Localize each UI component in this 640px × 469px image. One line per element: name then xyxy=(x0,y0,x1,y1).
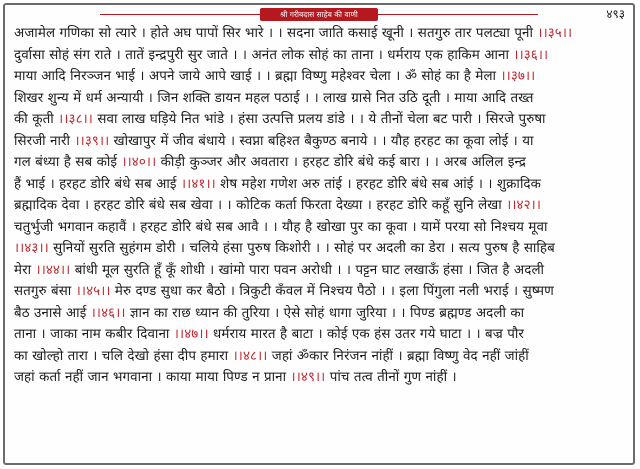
text-line xyxy=(14,174,627,196)
verse-text: खोखापुर में जीव बंधाये । स्वप्ना बहिश्त बैकुण्ठ बनाये । । यौह हरहट का कूवा लोई । या xyxy=(109,133,534,149)
verse-number: ।।३८।। xyxy=(58,112,93,127)
verse-number: ।।३५।। xyxy=(537,26,573,41)
verse-text: चतुर्भुजी भगवान कहावैं । हरहट डोरि बंधे सब आवै । । यौह है खोखा पुर का कूवा । यामें परया सो निश्चय मूवा xyxy=(14,219,548,235)
text-line xyxy=(14,88,627,110)
verse-text: सुनियों सुरति सुहंगम डोरी । चलिये हंसा पुरुष किशोरी । । सोहं पर अदली का डेरा । सत्य पुरुष है साहिब xyxy=(48,241,555,256)
verse-text: मेरा xyxy=(14,262,36,278)
text-line xyxy=(14,367,627,389)
verse-text: हैं भाई । हरहट डोरि बंधे सब आई xyxy=(14,176,181,192)
text-line xyxy=(14,66,627,88)
verse-text: शिखर शुन्य में धर्म अन्यायी । जिन शक्ति डायन महल पठाई । । लाख ग्रासे नित उठि दूती । माया आदि तख्त xyxy=(14,90,534,106)
verse-text: का खोल्हो तारा । चलि देखो हंसा दीप हमारा xyxy=(14,348,233,364)
text-line xyxy=(14,281,627,303)
verse-text: ज्ञान का राछ ध्यान की तुरिया । ऐसे सोहं धागा जुरिया । । पिण्ड ब्रह्मण्ड अदली का xyxy=(125,305,525,321)
verse-text: गल बंध्या है सब कोई xyxy=(14,155,122,170)
verse-text: जहां ॐकार निरंजन नांहीं । ब्रह्मा विष्णु वेद नहीं जांहीं xyxy=(267,348,529,364)
verse-text: सवा लाख घड़िये नित भांडे । हंसा उत्पत्ति प्रलय डांडे । । ये तीनों चेला बट पारी । सिरजे पुरुषा xyxy=(92,112,546,127)
text-line xyxy=(14,131,627,153)
text-line xyxy=(14,303,627,325)
verse-text: सिरजी नारी xyxy=(14,133,75,149)
page-number: ४९३ xyxy=(602,7,625,21)
verse-text: सतगुरु बंसा xyxy=(14,284,76,299)
book-title-badge: श्री गरीबदास साहेब की वाणी xyxy=(260,8,378,21)
verse-text: मेरु दण्ड सुधा कर बैठो । त्रिकुटी कँवल में निश्चय पैठो । । इला पिंगुला नली भराई । सुष्मण xyxy=(110,284,554,299)
verse-text: अजामेल गणिका सो त्यारे । होते अघ पापों सिर भारे । । सदना जाति कसाई खूनी । सतगुरु तार पलट्या पूनी xyxy=(14,26,538,41)
verse-number: ।।३६।। xyxy=(513,47,549,63)
verse-number: ।।३७।। xyxy=(500,69,536,84)
verse-text: पांच तत्व तीनों गुण नांहीं । xyxy=(325,370,457,385)
verse-number: ।।४१।। xyxy=(180,176,216,192)
verse-number: ।।४८।। xyxy=(232,348,268,364)
verse-number: ।।४४।। xyxy=(35,262,71,278)
verse-text-body xyxy=(14,23,627,389)
verse-text: शेष महेश गणेश अरु तांई । हरहट डोरि बंधे सब आंई । । शुक्रादिक xyxy=(215,176,542,192)
page-header xyxy=(7,7,631,22)
verse-number: ।।४२।। xyxy=(506,198,542,213)
text-line xyxy=(14,195,627,217)
verse-number: ।।४९।। xyxy=(290,370,326,385)
text-line xyxy=(14,23,627,45)
verse-number: ।।३९।। xyxy=(74,133,110,149)
verse-text: की कूती xyxy=(14,112,59,127)
verse-text: धर्मराय मारत है बाटा । कोई एक हंस उतर गये घाटा । । बज्र पौर xyxy=(208,327,524,342)
verse-text: जहां कर्ता नहीं जान भगवाना । काया माया पिण्ड न प्राना xyxy=(14,370,291,385)
text-line xyxy=(14,260,627,282)
verse-number: ।।४५।। xyxy=(75,284,111,299)
text-line xyxy=(14,45,627,67)
text-line xyxy=(14,152,627,174)
text-line xyxy=(14,238,627,260)
verse-text: बैठ उनासे आई xyxy=(14,305,91,321)
verse-number: ।।४०।। xyxy=(121,155,157,170)
text-line xyxy=(14,217,627,239)
text-line xyxy=(14,324,627,346)
text-line xyxy=(14,346,627,368)
verse-text: ताना । जाका नाम कबीर दिवाना xyxy=(14,327,174,342)
scripture-page xyxy=(3,3,635,465)
verse-text: दुर्वासा सोहं संग राते । तातें इन्द्रपुरी सुर जाते । । अनंत लोक सोहं का ताना । धर्मराय एक हाकिम आना xyxy=(14,47,514,63)
verse-text: बांधी मूल सुरति हूँ कूँ शोधी । खांमो पारा पवन अरोधी । । पट्टन घाट लखाऊँ हंसा । जित है अदली xyxy=(70,262,545,278)
text-line xyxy=(14,109,627,131)
verse-number: ।।४७।। xyxy=(173,327,209,342)
verse-number: ।।४३।। xyxy=(14,241,49,256)
verse-text: ब्रह्मादिक देवा । हरहट डोरि बंधे सब खेवा । । कोटिक कर्ता फिरता देख्या । हरहट डोरि कहूँ सुनि लेखा xyxy=(14,198,507,213)
verse-number: ।।४६।। xyxy=(90,305,126,321)
verse-text: कीड़ी कुञ्जर और अवतारा । हरहट डोरि बंधे कई बारा । । अरब अलिल इन्द्र xyxy=(156,155,526,170)
verse-text: माया आदि निरञ्जन भाई । अपने जाये आपे खाई । । ब्रह्मा विष्णु महेश्वर चेला । ॐ सोहं का है मेला xyxy=(14,69,501,84)
